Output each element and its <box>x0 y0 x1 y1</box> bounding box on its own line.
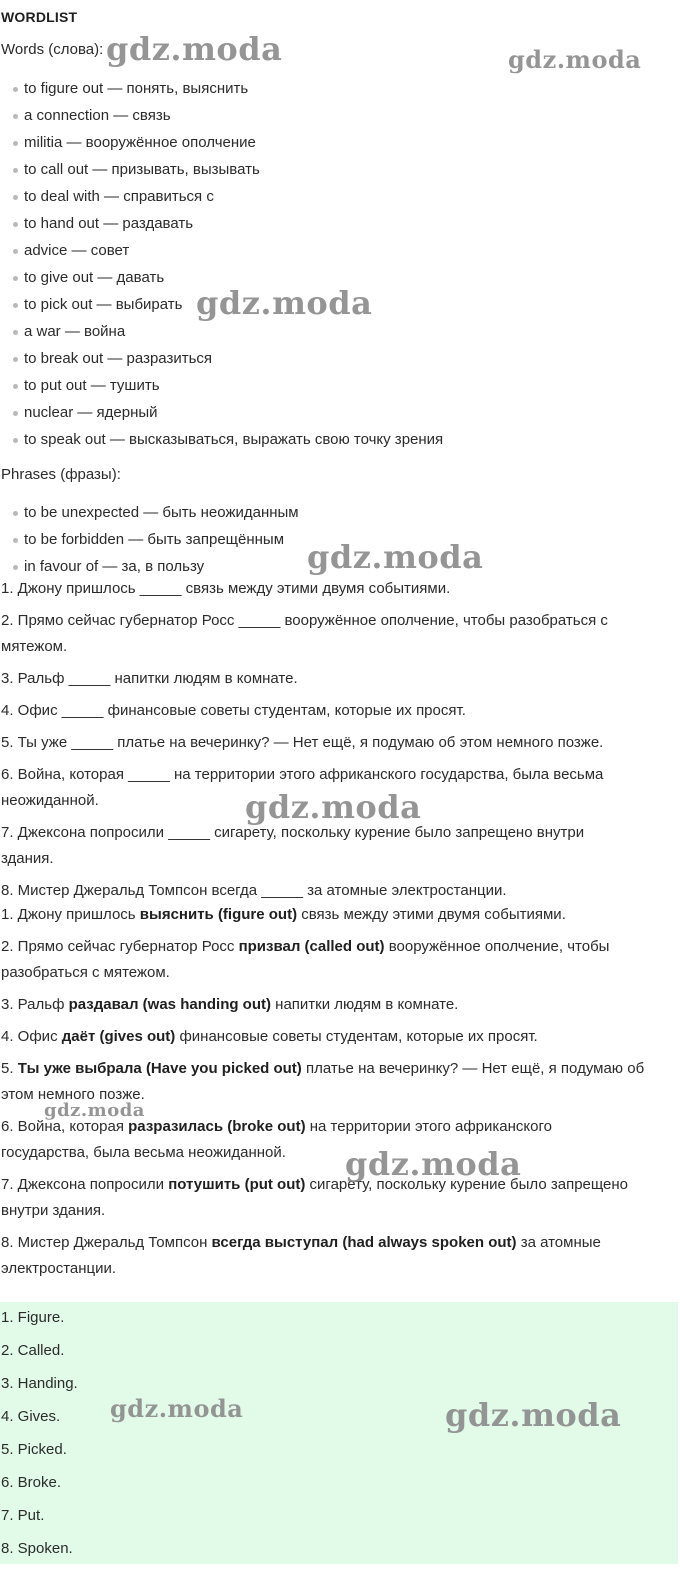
exercise-line: 4. Офис _____ финансовые советы студентам, которые их просят. <box>1 702 466 719</box>
solution-item <box>1 902 677 928</box>
exercise-line: 2. Прямо сейчас губернатор Росс _____ вооружённое ополчение, чтобы разобраться с <box>1 612 608 629</box>
solution-text: связь между этими двумя событиями. <box>297 906 566 923</box>
exercise-item <box>1 820 677 872</box>
solution-text: 7. Джексона попросили <box>1 1176 169 1193</box>
watermark-logo: gdz.moda <box>508 45 642 74</box>
solution-line-continued: этом немного позже. <box>1 1086 145 1103</box>
list-item-text: a war — война <box>24 323 126 340</box>
solution-text: за атомные <box>516 1234 601 1251</box>
watermark-logo: gdz.moda <box>196 284 373 322</box>
solution-line <box>1 992 677 1018</box>
bullet-dot-icon <box>13 168 18 173</box>
solution-answer: даёт (gives out) <box>61 1028 176 1045</box>
answer-item: 8. Spoken. <box>1 1540 73 1557</box>
solution-text: вооружённое ополчение, чтобы <box>384 938 610 955</box>
list-item <box>0 372 443 399</box>
solution-answer: раздавал (was handing out) <box>68 996 271 1013</box>
solution-line-continued: электростанции. <box>1 1260 117 1277</box>
solution-answer: потушить (put out) <box>168 1176 306 1193</box>
bullet-dot-icon <box>13 141 18 146</box>
watermark-logo: gdz.moda <box>307 538 484 576</box>
answers-list <box>1 1305 78 1569</box>
list-item <box>0 129 443 156</box>
solution-item <box>1 1172 677 1224</box>
solution-text: 4. Офис <box>1 1028 62 1045</box>
list-item-text: to give out — давать <box>24 269 165 286</box>
solution-line <box>1 1024 677 1050</box>
solution-line-continued: разобраться с мятежом. <box>1 964 170 981</box>
answer-item: 3. Handing. <box>1 1375 78 1392</box>
list-item <box>0 345 443 372</box>
solution-answer: выяснить (figure out) <box>139 906 298 923</box>
list-item-text: to deal with — справиться с <box>24 188 214 205</box>
list-item-text: to speak out — высказываться, выражать свою точку зрения <box>24 431 444 448</box>
exercise-item <box>1 730 677 756</box>
list-item <box>0 526 299 553</box>
list-item <box>0 210 443 237</box>
list-item <box>0 399 443 426</box>
exercise-item <box>1 698 677 724</box>
solution-line <box>1 1230 677 1256</box>
list-item-text: to break out — разразиться <box>24 350 213 367</box>
solution-answer: всегда выступал (had always spoken out) <box>211 1234 517 1251</box>
bullet-dot-icon <box>13 330 18 335</box>
list-item-text: to be unexpected — быть неожиданным <box>24 504 299 521</box>
bullet-dot-icon <box>13 222 18 227</box>
solution-text: на территории этого африканского <box>305 1118 552 1135</box>
solution-text: 8. Мистер Джеральд Томпсон <box>1 1234 212 1251</box>
list-item <box>0 499 299 526</box>
list-item <box>0 156 443 183</box>
exercise-line: мятежом. <box>1 638 68 655</box>
exercise-line: неожиданной. <box>1 792 99 809</box>
watermark-logo: gdz.moda <box>345 1145 522 1183</box>
solution-text: 3. Ральф <box>1 996 69 1013</box>
solution-item <box>1 1024 677 1050</box>
exercise-line: 6. Война, которая _____ на территории этого африканского государства, была весьма <box>1 766 604 783</box>
list-item <box>0 318 443 345</box>
bullet-dot-icon <box>13 114 18 119</box>
answer-item: 2. Called. <box>1 1342 65 1359</box>
bullet-dot-icon <box>13 303 18 308</box>
solution-text: напитки людям в комнате. <box>271 996 459 1013</box>
exercise-item <box>1 878 677 904</box>
bullet-dot-icon <box>13 249 18 254</box>
list-item-text: advice — совет <box>24 242 130 259</box>
solution-text: 2. Прямо сейчас губернатор Росс <box>1 938 239 955</box>
list-item-text: to put out — тушить <box>24 377 160 394</box>
exercise-sentences <box>1 576 677 910</box>
exercise-line: 3. Ральф _____ напитки людям в комнате. <box>1 670 298 687</box>
solution-line-continued: государства, была весьма неожиданной. <box>1 1144 286 1161</box>
solution-item <box>1 1230 677 1282</box>
list-item-text: to pick out — выбирать <box>24 296 183 313</box>
bullet-dot-icon <box>13 538 18 543</box>
solution-text: платье на вечеринку? — Нет ещё, я подумаю об <box>301 1060 645 1077</box>
bullet-dot-icon <box>13 511 18 516</box>
list-item-text: militia — вооружённое ополчение <box>24 134 256 151</box>
bullet-dot-icon <box>13 276 18 281</box>
words-label: Words (слова): <box>1 41 104 58</box>
exercise-line: 7. Джексона попросили _____ сигарету, поскольку курение было запрещено внутри <box>1 824 585 841</box>
solution-line <box>1 934 677 960</box>
solution-line <box>1 902 677 928</box>
watermark-logo: gdz.moda <box>110 1394 244 1423</box>
list-item-text: to figure out — понять, выяснить <box>24 80 249 97</box>
answer-item: 7. Put. <box>1 1507 45 1524</box>
bullet-dot-icon <box>13 384 18 389</box>
solution-text: 1. Джону пришлось <box>1 906 140 923</box>
list-item-text: a connection — связь <box>24 107 171 124</box>
list-item <box>0 237 443 264</box>
words-list <box>0 75 443 453</box>
watermark-logo: gdz.moda <box>106 30 283 68</box>
list-item-text: in favour of — за, в пользу <box>24 558 205 575</box>
answer-item: 1. Figure. <box>1 1309 65 1326</box>
bullet-dot-icon <box>13 411 18 416</box>
answer-item: 6. Broke. <box>1 1474 62 1491</box>
phrases-list <box>0 499 299 580</box>
phrases-label: Phrases (фразы): <box>1 466 121 483</box>
solution-line <box>1 1172 677 1198</box>
solution-answer: Ты уже выбрала (Have you picked out) <box>17 1060 302 1077</box>
solution-line <box>1 1056 677 1082</box>
list-item <box>0 75 443 102</box>
list-item-text: to call out — призывать, вызывать <box>24 161 260 178</box>
answer-item: 5. Picked. <box>1 1441 67 1458</box>
bullet-dot-icon <box>13 438 18 443</box>
exercise-line: здания. <box>1 850 54 867</box>
bullet-dot-icon <box>13 195 18 200</box>
exercise-item <box>1 608 677 660</box>
watermark-logo: gdz.moda <box>445 1396 622 1434</box>
solution-item <box>1 1114 677 1166</box>
list-item-text: nuclear — ядерный <box>24 404 158 421</box>
answer-item: 4. Gives. <box>1 1408 61 1425</box>
watermark-logo: gdz.moda <box>245 788 422 826</box>
exercise-line: 5. Ты уже _____ платье на вечеринку? — Нет ещё, я подумаю об этом немного позже. <box>1 734 604 751</box>
list-item <box>0 183 443 210</box>
solution-sentences <box>1 902 677 1288</box>
solution-answer: разразилась (broke out) <box>128 1118 306 1135</box>
list-item <box>0 426 443 453</box>
exercise-line: 1. Джону пришлось _____ связь между этими двумя событиями. <box>1 580 451 597</box>
solution-text: финансовые советы студентам, которые их просят. <box>175 1028 538 1045</box>
solution-item <box>1 934 677 986</box>
solution-answer: призвал (called out) <box>238 938 385 955</box>
list-item-text: to be forbidden — быть запрещённым <box>24 531 285 548</box>
solution-text: сигарету, поскольку курение было запрещено <box>305 1176 629 1193</box>
solution-line-continued: внутри здания. <box>1 1202 106 1219</box>
solution-text: 5. <box>1 1060 18 1077</box>
watermark-logo: gdz.moda <box>44 1100 145 1121</box>
solution-text: 6. Война, которая <box>1 1118 129 1135</box>
solution-item <box>1 992 677 1018</box>
exercise-line: 8. Мистер Джеральд Томпсон всегда _____ за атомные электростанции. <box>1 882 507 899</box>
bullet-dot-icon <box>13 87 18 92</box>
exercise-item <box>1 576 677 602</box>
list-item-text: to hand out — раздавать <box>24 215 194 232</box>
page-title: WORDLIST <box>1 9 78 25</box>
bullet-dot-icon <box>13 565 18 570</box>
exercise-item <box>1 666 677 692</box>
bullet-dot-icon <box>13 357 18 362</box>
list-item <box>0 102 443 129</box>
